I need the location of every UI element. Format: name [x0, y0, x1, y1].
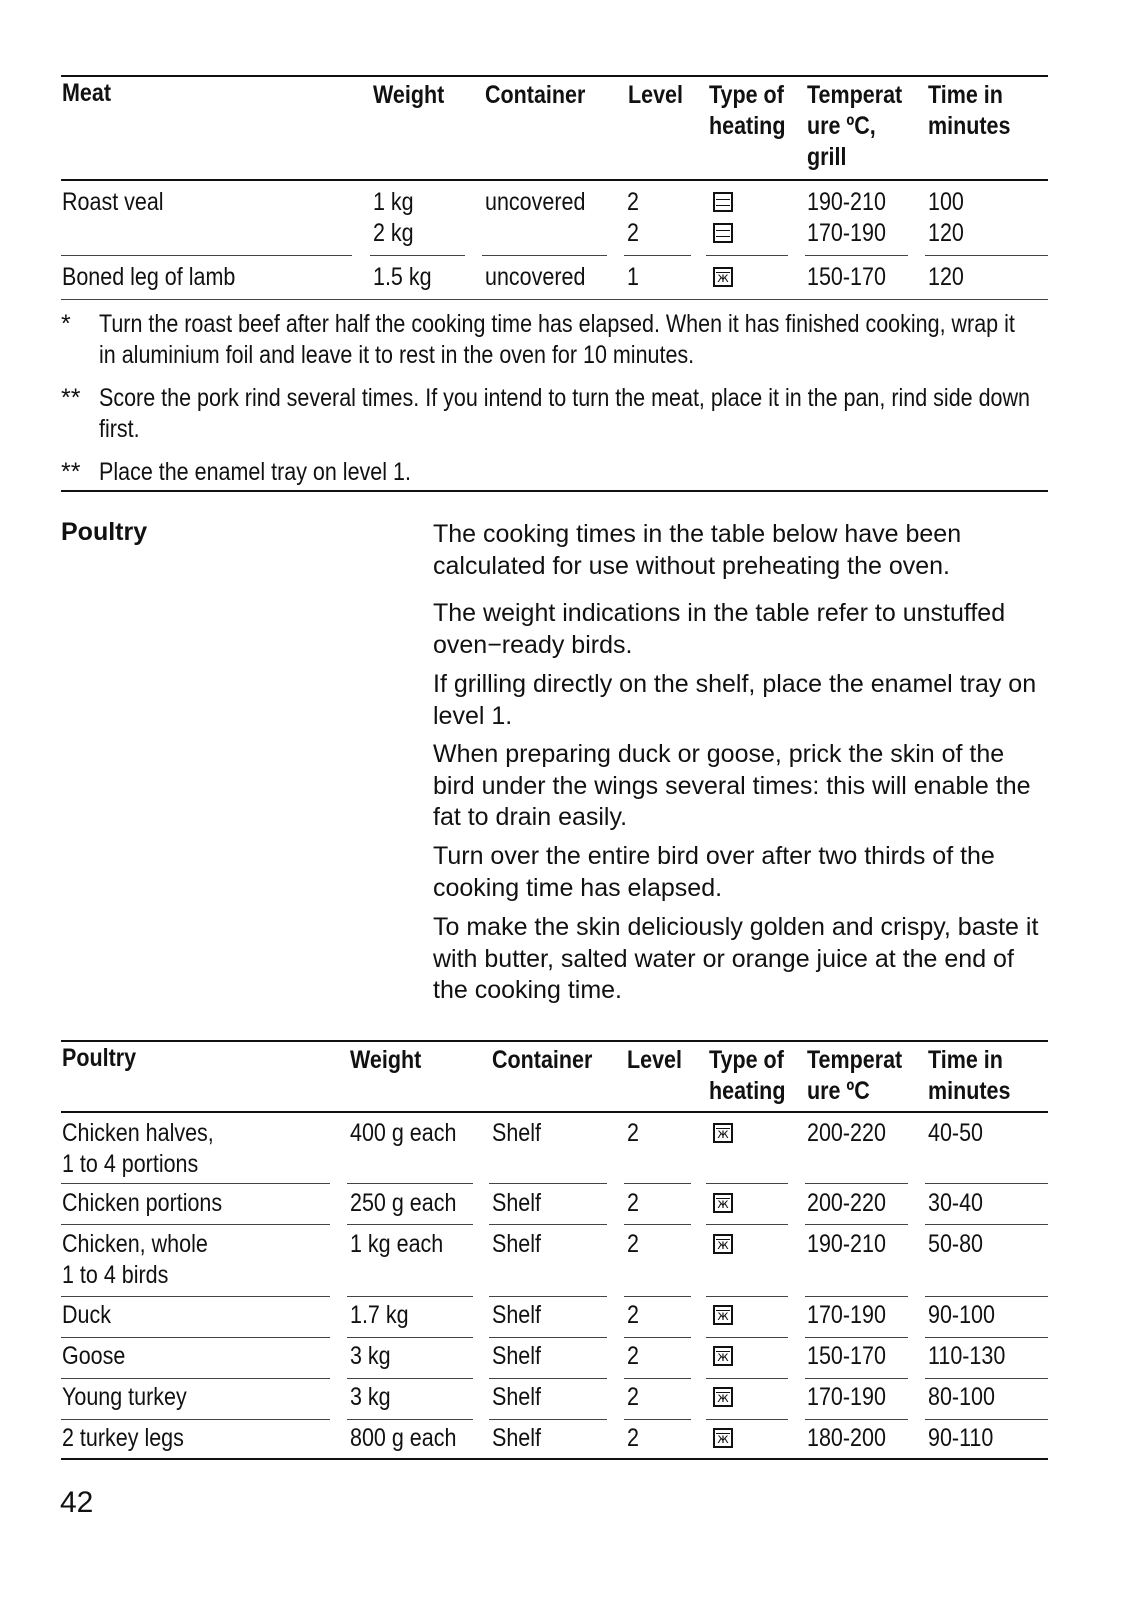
row-divider [805, 1378, 908, 1379]
header-container: Container [492, 1046, 593, 1074]
header-temperature: Temperat ure ºC, grill [807, 81, 903, 171]
row-divider [925, 1296, 1048, 1297]
row-divider [805, 1224, 908, 1225]
weight-value: 800 g each [350, 1424, 457, 1452]
level-value: 2 [627, 219, 639, 247]
circulated-air-grill-icon: ж [713, 1193, 733, 1213]
level-value: 2 [627, 1424, 639, 1452]
poultry-name: 2 turkey legs [62, 1424, 184, 1452]
weight-value: 3 kg [350, 1342, 391, 1370]
poultry-name: Young turkey [62, 1383, 187, 1411]
page-number: 42 [60, 1486, 94, 1519]
paragraph: The weight indications in the table refer to unstuffed oven−ready birds. [433, 599, 1006, 659]
level-value: 2 [627, 1301, 639, 1329]
time-value: 120 [928, 263, 964, 291]
header-meat: Meat [62, 79, 111, 107]
footnote-text: Place the enamel tray on level 1. [99, 458, 411, 486]
row-divider [706, 1419, 788, 1420]
footnote-text: Turn the roast beef after half the cooking time has elapsed. When it has finished cooking, wrap it in aluminium foil and leave it to rest in the oven for 10 minutes. [99, 310, 1015, 369]
row-divider [347, 1337, 473, 1338]
section-title: Poultry [61, 518, 148, 546]
circulated-air-grill-icon: ж [713, 1428, 733, 1448]
row-divider [805, 255, 908, 256]
row-divider [925, 255, 1048, 256]
circulated-air-grill-icon: ж [713, 1123, 733, 1143]
table-bottom-rule [61, 1458, 1048, 1460]
weight-value: 250 g each [350, 1189, 457, 1217]
row-divider [489, 1224, 607, 1225]
row-divider [624, 1183, 691, 1184]
temperature-value: 170-190 [807, 1383, 886, 1411]
poultry-name: Goose [62, 1342, 126, 1370]
time-value: 110-130 [928, 1342, 1006, 1370]
row-divider [347, 1296, 473, 1297]
header-level: Level [628, 81, 683, 109]
level-value: 2 [627, 1189, 639, 1217]
level-value: 2 [627, 1383, 639, 1411]
temperature-value: 150-170 [807, 263, 886, 291]
weight-value: 400 g each [350, 1119, 457, 1147]
row-divider [489, 1183, 607, 1184]
header-poultry: Poultry [62, 1044, 137, 1072]
footnote-mark: ** [61, 384, 81, 412]
row-divider [925, 1337, 1048, 1338]
row-divider [624, 1224, 691, 1225]
time-value: 100 [928, 188, 964, 216]
meat-name: Roast veal [62, 188, 164, 216]
temperature-value: 170-190 [807, 1301, 886, 1329]
time-value: 30-40 [928, 1189, 983, 1217]
temperature-value: 170-190 [807, 219, 886, 247]
header-weight: Weight [350, 1046, 422, 1074]
row-divider [624, 255, 691, 256]
temperature-value: 190-210 [807, 188, 886, 216]
paragraph: If grilling directly on the shelf, place the enamel tray on level 1. [433, 670, 1037, 730]
level-value: 2 [627, 1230, 639, 1258]
time-value: 90-110 [928, 1424, 994, 1452]
header-level: Level [627, 1046, 682, 1074]
weight-value: 3 kg [350, 1383, 391, 1411]
section-divider [61, 490, 1048, 492]
conventional-heating-icon [713, 223, 733, 243]
row-divider [347, 1224, 473, 1225]
paragraph: The cooking times in the table below have been calculated for use without preheating the oven. [433, 520, 962, 580]
row-divider [61, 1337, 330, 1338]
row-divider [805, 1183, 908, 1184]
row-divider [347, 1378, 473, 1379]
row-divider [624, 1378, 691, 1379]
row-divider [706, 255, 788, 256]
temperature-value: 150-170 [807, 1342, 886, 1370]
weight-value: 1.7 kg [350, 1301, 409, 1329]
container-value: Shelf [492, 1383, 542, 1411]
row-divider [61, 1183, 330, 1184]
container-value: Shelf [492, 1301, 542, 1329]
footnote-mark: * [61, 310, 71, 338]
weight-value: 1 kg each [350, 1230, 444, 1258]
row-divider [805, 1296, 908, 1297]
row-divider [61, 1419, 330, 1420]
level-value: 2 [627, 1119, 639, 1147]
poultry-name: Chicken, whole 1 to 4 birds [62, 1230, 208, 1289]
table-bottom-rule [61, 299, 1048, 300]
row-divider [706, 1183, 788, 1184]
poultry-name: Chicken portions [62, 1189, 223, 1217]
level-value: 1 [627, 263, 639, 291]
container-value: Shelf [492, 1119, 542, 1147]
row-divider [61, 1296, 330, 1297]
row-divider [925, 1419, 1048, 1420]
time-value: 50-80 [928, 1230, 983, 1258]
header-temperature: Temperat ure ºC [807, 1046, 903, 1105]
circulated-air-grill-icon: ж [713, 267, 733, 287]
temperature-value: 200-220 [807, 1119, 886, 1147]
footnote-text: Score the pork rind several times. If you intend to turn the meat, place it in the pan, rind side down first. [99, 384, 1030, 443]
row-divider [624, 1337, 691, 1338]
row-divider [489, 1296, 607, 1297]
row-divider [624, 1419, 691, 1420]
row-divider [805, 1419, 908, 1420]
weight-value: 1 kg [373, 188, 414, 216]
header-time: Time in minutes [928, 81, 1011, 140]
row-divider [805, 1337, 908, 1338]
container-value: uncovered [485, 188, 586, 216]
circulated-air-grill-icon: ж [713, 1346, 733, 1366]
weight-value: 1.5 kg [373, 263, 432, 291]
row-divider [925, 1224, 1048, 1225]
time-value: 90-100 [928, 1301, 995, 1329]
container-value: Shelf [492, 1342, 542, 1370]
level-value: 2 [627, 188, 639, 216]
container-value: Shelf [492, 1424, 542, 1452]
circulated-air-grill-icon: ж [713, 1387, 733, 1407]
row-divider [61, 255, 352, 256]
header-heating-type: Type of heating [709, 1046, 786, 1105]
paragraph: Turn over the entire bird over after two thirds of the cooking time has elapsed. [433, 842, 995, 902]
circulated-air-grill-icon: ж [713, 1234, 733, 1254]
row-divider [370, 255, 465, 256]
row-divider [489, 1337, 607, 1338]
poultry-name: Duck [62, 1301, 111, 1329]
row-divider [925, 1378, 1048, 1379]
level-value: 2 [627, 1342, 639, 1370]
row-divider [489, 1419, 607, 1420]
temperature-value: 190-210 [807, 1230, 886, 1258]
header-heating-type: Type of heating [709, 81, 786, 140]
container-value: Shelf [492, 1189, 542, 1217]
header-weight: Weight [373, 81, 445, 109]
row-divider [347, 1183, 473, 1184]
time-value: 40-50 [928, 1119, 983, 1147]
paragraph: To make the skin deliciously golden and crispy, baste it with butter, salted water or orange juice at the end of the cooking time. [433, 913, 1039, 1004]
circulated-air-grill-icon: ж [713, 1305, 733, 1325]
temperature-value: 200-220 [807, 1189, 886, 1217]
temperature-value: 180-200 [807, 1424, 886, 1452]
row-divider [61, 1378, 330, 1379]
table-top-rule [61, 75, 1048, 77]
table-top-rule [61, 1040, 1048, 1042]
meat-name: Boned leg of lamb [62, 263, 236, 291]
time-value: 120 [928, 219, 964, 247]
row-divider [925, 1183, 1048, 1184]
container-value: uncovered [485, 263, 586, 291]
header-time: Time in minutes [928, 1046, 1011, 1105]
container-value: Shelf [492, 1230, 542, 1258]
row-divider [482, 255, 607, 256]
conventional-heating-icon [713, 192, 733, 212]
weight-value: 2 kg [373, 219, 414, 247]
row-divider [347, 1419, 473, 1420]
row-divider [706, 1378, 788, 1379]
time-value: 80-100 [928, 1383, 995, 1411]
row-divider [624, 1296, 691, 1297]
row-divider [61, 1224, 330, 1225]
row-divider [706, 1296, 788, 1297]
row-divider [706, 1337, 788, 1338]
header-container: Container [485, 81, 586, 109]
footnote-mark: ** [61, 458, 81, 486]
paragraph: When preparing duck or goose, prick the skin of the bird under the wings several times: this will enable the fat to drain easily. [433, 740, 1031, 831]
poultry-name: Chicken halves, 1 to 4 portions [62, 1119, 214, 1178]
row-divider [489, 1378, 607, 1379]
header-rule [61, 179, 1048, 181]
row-divider [706, 1224, 788, 1225]
header-rule [61, 1111, 1048, 1113]
